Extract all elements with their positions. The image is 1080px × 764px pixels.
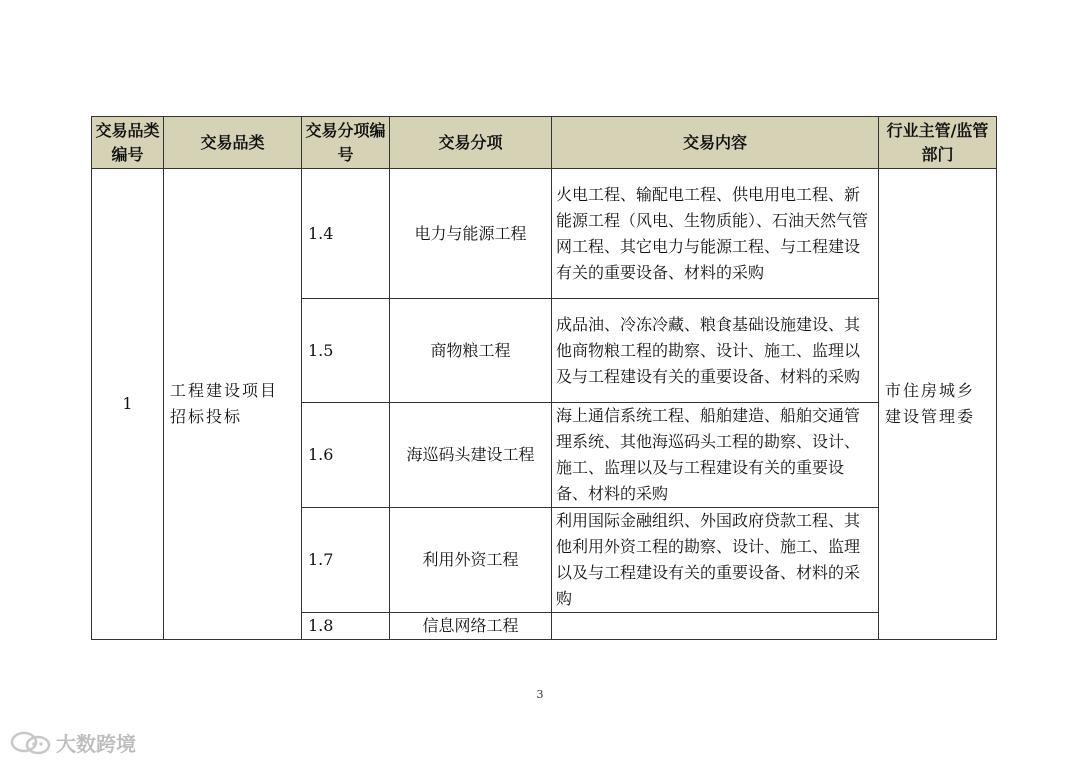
content-cell: 利用国际金融组织、外国政府贷款工程、其他利用外资工程的勘察、设计、施工、监理以及与工程建设有关的重要设备、材料的采购	[552, 508, 879, 613]
sub-code-cell: 1.8	[302, 613, 390, 640]
trade-category-table	[91, 116, 997, 640]
sub-code-cell: 1.5	[302, 299, 390, 403]
table-header-row	[92, 117, 997, 169]
header-category: 交易品类	[164, 117, 302, 169]
sub-code-cell: 1.7	[302, 508, 390, 613]
watermark-text: 大数跨境	[56, 732, 136, 756]
sub-code-cell: 1.4	[302, 169, 390, 299]
header-sub-item: 交易分项	[390, 117, 552, 169]
content-cell: 海上通信系统工程、船舶建造、船舶交通管理系统、其他海巡码头工程的勘察、设计、施工、监理以及与工程建设有关的重要设备、材料的采购	[552, 403, 879, 508]
sub-item-cell: 信息网络工程	[390, 613, 552, 640]
table-row	[92, 169, 997, 299]
page-number: 3	[536, 688, 544, 701]
category-code-cell: 1	[92, 169, 164, 640]
content-cell	[552, 613, 879, 640]
wechat-bubble-icon	[10, 730, 52, 756]
sub-item-cell: 海巡码头建设工程	[390, 403, 552, 508]
dept-cell: 市住房城乡建设管理委	[879, 169, 997, 640]
sub-item-cell: 商物粮工程	[390, 299, 552, 403]
content-cell: 成品油、冷冻冷藏、粮食基础设施建设、其他商物粮工程的勘察、设计、施工、监理以及与工程建设有关的重要设备、材料的采购	[552, 299, 879, 403]
sub-item-cell: 电力与能源工程	[390, 169, 552, 299]
sub-code-cell: 1.6	[302, 403, 390, 508]
category-cell: 工程建设项目招标投标	[164, 169, 302, 640]
content-cell: 火电工程、输配电工程、供电用电工程、新能源工程（风电、生物质能）、石油天然气管网工程、其它电力与能源工程、与工程建设有关的重要设备、材料的采购	[552, 169, 879, 299]
header-dept: 行业主管/监管部门	[879, 117, 997, 169]
header-content: 交易内容	[552, 117, 879, 169]
watermark	[10, 728, 136, 757]
header-sub-code: 交易分项编号	[302, 117, 390, 169]
header-category-code: 交易品类编号	[92, 117, 164, 169]
sub-item-cell: 利用外资工程	[390, 508, 552, 613]
